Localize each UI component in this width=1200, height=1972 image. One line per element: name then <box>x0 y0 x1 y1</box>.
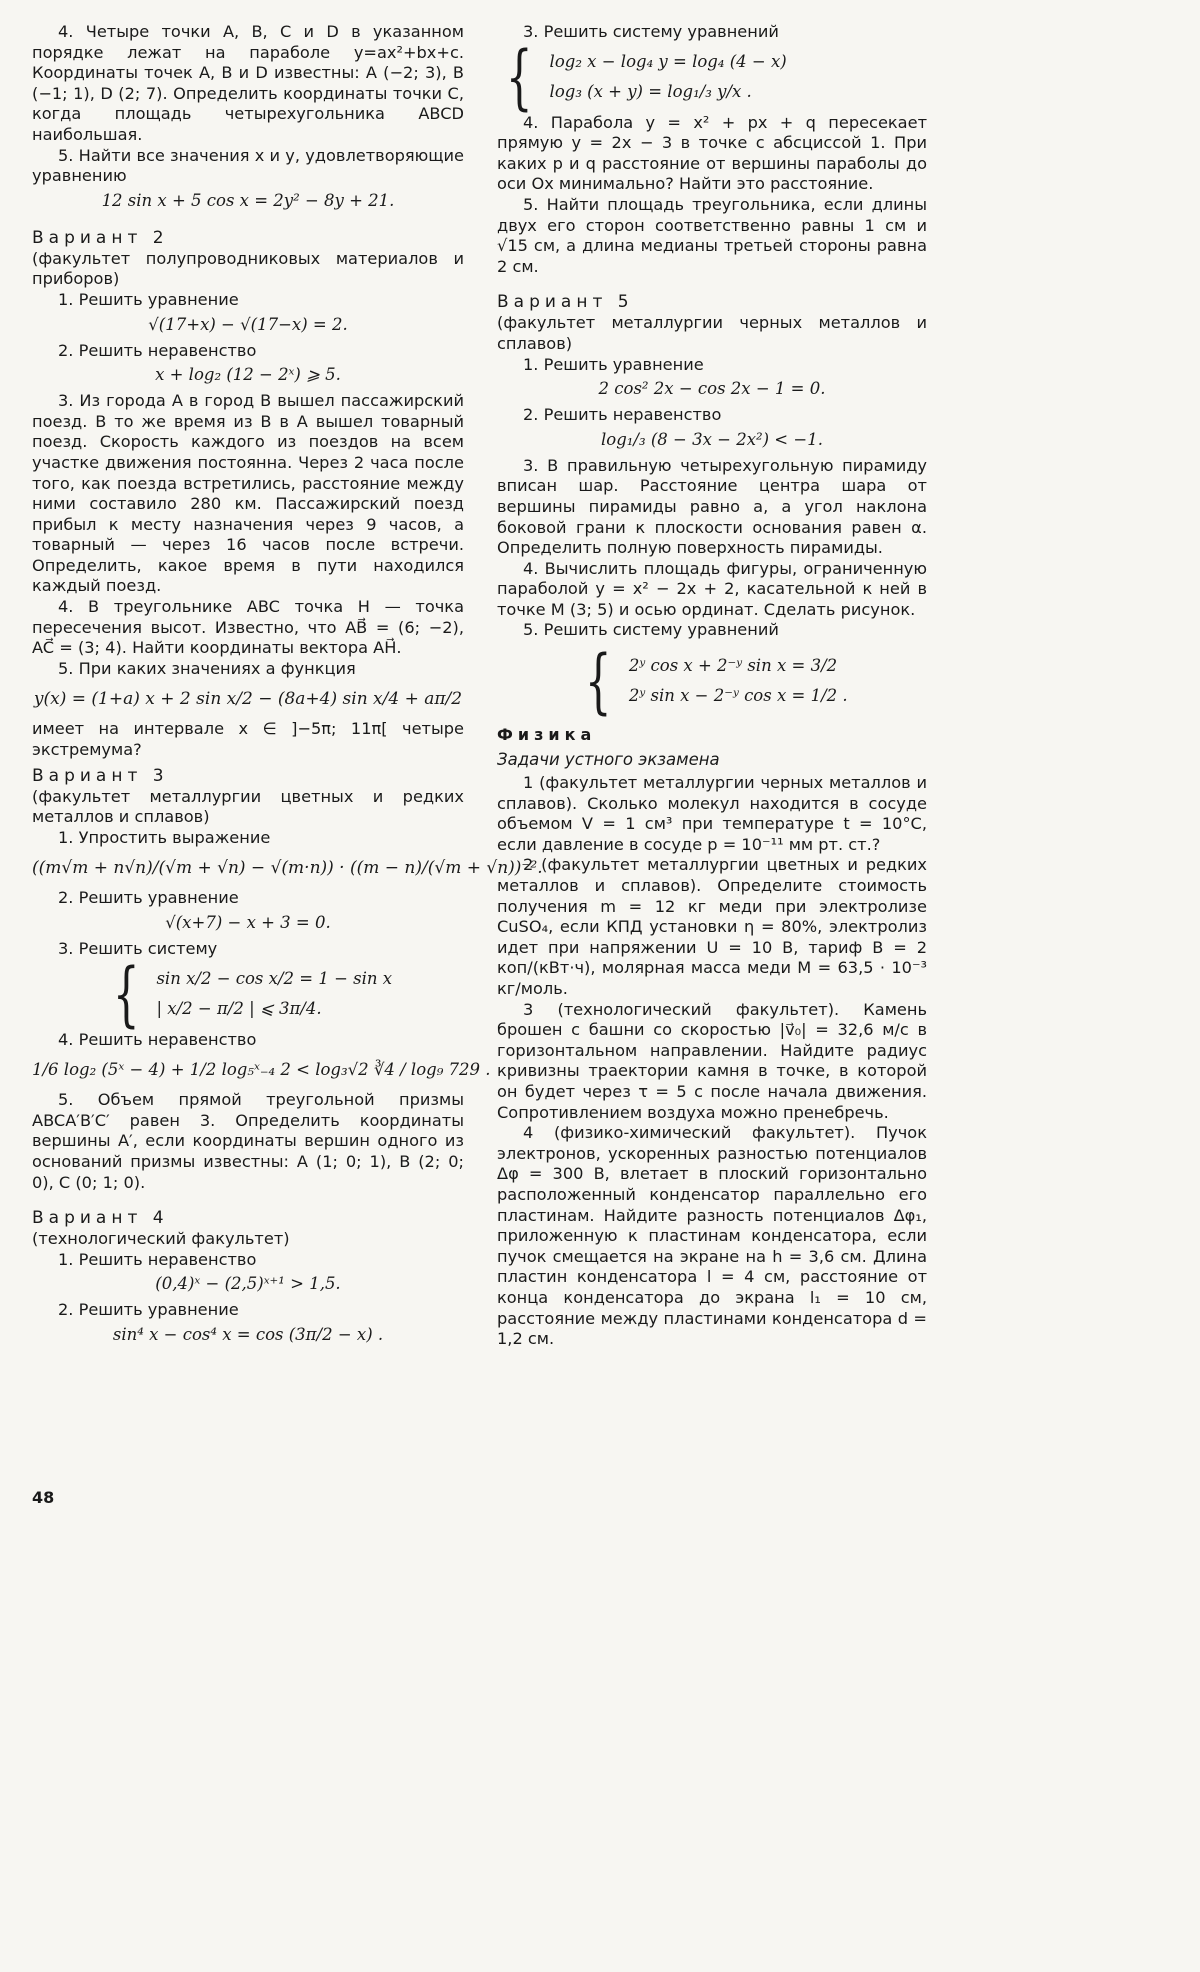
equation-system <box>497 35 927 118</box>
problem-4: 4. Парабола y = x² + px + q пересекает прямую y = 2x − 3 в точке с абсциссой 1. При каких p и q расстояние от вершины параболы до оси Ox минимально? Найти это расстояние. <box>497 112 927 194</box>
problem-5: 5. Объем прямой треугольной призмы ABCA′B′C′ равен 3. Определить координаты вершины A′, если координаты вершин одного из оснований призмы известны: A (1; 0; 1), B (2; 0; 0), C (0; 1; 0). <box>32 1090 464 1192</box>
equation-system <box>497 640 927 723</box>
equation: 2 cos² 2x − cos 2x − 1 = 0. <box>598 379 826 399</box>
system-line: | x/2 − π/2 | ⩽ 3π/4. <box>156 998 322 1018</box>
physics-problem-3: 3 (технологический факультет). Камень брошен с башни со скоростью |v⃗₀| = 32,6 м/с в горизонтальном направлении. Найдите радиус кривизны траектории камня в точке, в которой он будет через τ = 5 с после начала движения. Сопротивлением воздуха можно пренебречь. <box>497 999 927 1122</box>
problem-3: 3. Решить систему уравнений <box>523 22 779 41</box>
problem-1: 1. Решить уравнение <box>523 354 704 374</box>
equation: 12 sin x + 5 cos x = 2y² − 8y + 21. <box>101 190 395 210</box>
system-line: log₃ (x + y) = log₁/₃ y/x . <box>549 81 752 101</box>
page-number: 48 <box>32 1488 55 1507</box>
problem-5-tail: имеет на интервале x ∈ ]−5π; 11π[ четыре экстремума? <box>32 719 464 760</box>
equation: sin⁴ x − cos⁴ x = cos (3π/2 − x) . <box>112 1324 384 1344</box>
physics-problem-1: 1 (факультет металлургии черных металлов и сплавов). Сколько молекул находится в сосуде объемом V = 1 см³ при температуре t = 10°C, если давление в сосуде p = 10⁻¹¹ мм рт. ст.? <box>497 773 927 854</box>
problem-1: 1. Решить неравенство <box>58 1249 257 1269</box>
equation: ((m√m + n√n)/(√m + √n) − √(m·n)) · ((m − n)/(√m + √n))⁻². <box>32 858 543 879</box>
system-line: 2ʸ sin x − 2⁻ʸ cos x = 1/2 . <box>628 686 848 706</box>
equation: 1/6 log₂ (5ˣ − 4) + 1/2 log₅ˣ₋₄ 2 < log₃√2 ∛4 / log₉ 729 . <box>32 1060 491 1080</box>
problem-5: 5. При каких значениях a функция <box>58 658 356 678</box>
problem-2: 2. Решить уравнение <box>58 888 239 908</box>
problem-4: 4. Решить неравенство <box>58 1029 257 1049</box>
problem-1: 1. Упростить выражение <box>58 827 271 847</box>
left-column <box>32 22 543 1351</box>
variant-heading: Вариант 5 <box>497 292 634 313</box>
problem-5: 5. Найти все значения x и y, удовлетворяющие уравнению <box>32 145 464 186</box>
problem-2: 2. Решить неравенство <box>523 405 722 425</box>
brace: { <box>505 35 533 118</box>
variant-faculty: (факультет металлургии цветных и редких металлов и сплавов) <box>32 786 464 827</box>
physics-problem-4: 4 (физико-химический факультет). Пучок электронов, ускоренных разностью потенциалов Δφ = 300 В, влетает в плоский горизонтально расположенный конденсатор параллельно его пластинам. Найдите разность потенциалов Δφ₁, приложенную к пластинам конденсатора, если пучок смещается на экране на h = 3,6 см. Длина пластин конденсатора l = 4 см, расстояние от конца конденсатора до экрана l₁ = 10 см, расстояние между пластинами конденсатора d = 1,2 см. <box>497 1123 927 1349</box>
brace: { <box>112 952 140 1035</box>
equation-system <box>32 952 464 1035</box>
problem-3: 3. В правильную четырехугольную пирамиду вписан шар. Расстояние центра шара от вершины пирамиды равно a, а угол наклона боковой грани к плоскости основания равен α. Определить полную поверхность пирамиды. <box>497 455 927 558</box>
equation: √(17+x) − √(17−x) = 2. <box>148 314 348 334</box>
variant-heading: Вариант 3 <box>32 765 169 786</box>
problem-4: 4. Вычислить площадь фигуры, ограниченную параболой y = x² − 2x + 2, касательной к ней в точке M (3; 5) и осью ординат. Сделать рисунок. <box>497 558 927 619</box>
variant-faculty: (факультет полупроводниковых материалов и приборов) <box>32 248 464 289</box>
subsection-heading: Задачи устного экзамена <box>497 750 720 770</box>
system-line: sin x/2 − cos x/2 = 1 − sin x <box>156 968 393 988</box>
system-line: 2ʸ cos x + 2⁻ʸ sin x = 3/2 <box>628 656 838 676</box>
variant-faculty: (технологический факультет) <box>32 1229 290 1249</box>
problem-1: 1. Решить уравнение <box>58 289 239 309</box>
physics-problem-2: 2 (факультет металлургии цветных и редких металлов и сплавов). Определите стоимость получения m = 12 кг меди при электролизе CuSO₄, если КПД установки η = 80%, электролиз идет при напряжении U = 10 В, тариф B = 2 коп/(кВт·ч), молярная масса меди M = 63,5 · 10⁻³ кг/моль. <box>497 855 927 998</box>
equation: y(x) = (1+a) x + 2 sin x/2 − (8a+4) sin x/4 + aπ/2 <box>33 689 463 710</box>
variant-heading: Вариант 4 <box>32 1208 169 1229</box>
system-line: log₂ x − log₄ y = log₄ (4 − x) <box>549 51 787 71</box>
problem-2: 2. Решить неравенство <box>58 340 257 360</box>
problem-2: 2. Решить уравнение <box>58 1300 239 1320</box>
equation: (0,4)ˣ − (2,5)ˣ⁺¹ > 1,5. <box>155 1274 341 1294</box>
problem-3: 3. Из города A в город B вышел пассажирский поезд. В то же время из B в A вышел товарный поезд. Скорость каждого из поездов на всем участке движения постоянна. Через 2 часа после того, как поезда встретились, расстояние между ними составило 280 км. Пассажирский поезд прибыл к месту назначения через 9 часов, а товарный — через 16 часов после встречи. Определить, какое время в пути находился каждый поезд. <box>32 391 464 596</box>
equation: x + log₂ (12 − 2ˣ) ⩾ 5. <box>155 365 341 385</box>
variant-heading: Вариант 2 <box>32 227 169 248</box>
right-column <box>497 22 927 1350</box>
problem-4: 4. В треугольнике ABC точка H — точка пересечения высот. Известно, что AB⃗ = (6; −2), AC⃗ = (3; 4). Найти координаты вектора AH⃗. <box>32 597 464 658</box>
problem-5: 5. Найти площадь треугольника, если длины двух его сторон соответственно равны 1 см и √15 см, а длина медианы третьей стороны равна 2 см. <box>497 194 927 276</box>
problem-4: 4. Четыре точки A, B, C и D в указанном порядке лежат на параболе y=ax²+bx+c. Координаты точек A, B и D известны: A (−2; 3), B (−1; 1), D (2; 7). Определить координаты точки C, когда площадь четырехугольника ABCD наибольшая. <box>32 22 464 144</box>
problem-3: 3. Решить систему <box>58 939 218 958</box>
equation: log₁/₃ (8 − 3x − 2x²) < −1. <box>601 429 823 449</box>
section-heading: Физика <box>497 725 597 745</box>
brace: { <box>585 640 612 723</box>
equation: √(x+7) − x + 3 = 0. <box>165 913 331 932</box>
problem-5: 5. Решить систему уравнений <box>523 620 779 640</box>
variant-faculty: (факультет металлургии черных металлов и сплавов) <box>497 313 927 353</box>
